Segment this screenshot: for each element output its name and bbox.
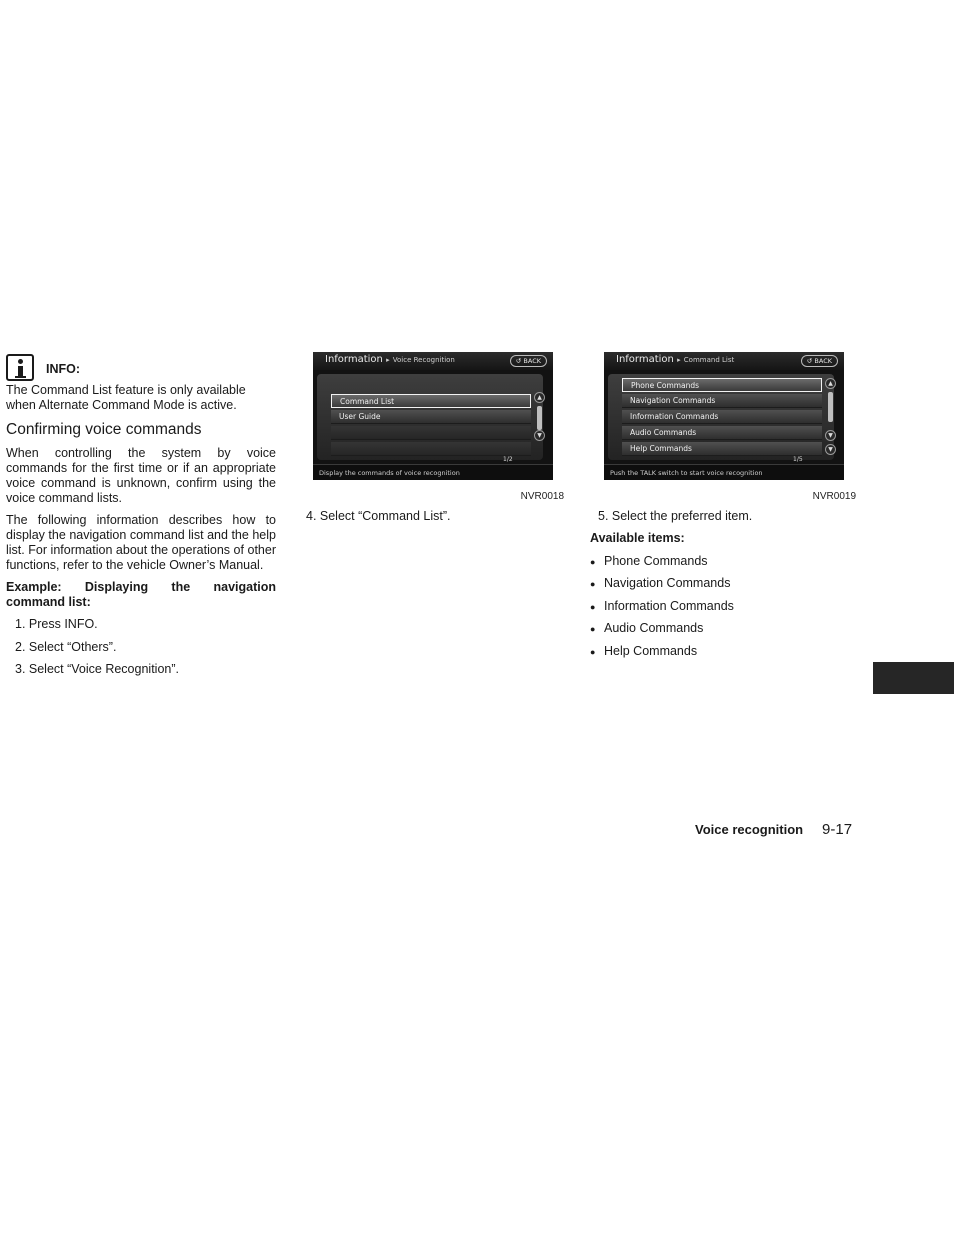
menu-item-information-commands[interactable]: Information Commands [622,410,822,424]
info-text: The Command List feature is only available when Alternate Command Mode is active. [6,383,246,412]
back-button[interactable]: ↺ BACK [801,355,838,367]
back-button[interactable]: ↺ BACK [510,355,547,367]
menu-item-phone-commands[interactable]: Phone Commands [622,378,822,392]
breadcrumb-arrow-icon: ▸ [386,356,390,364]
scroll-up-icon[interactable]: ▲ [825,378,836,389]
step-1: 1. Press INFO. [15,617,98,631]
menu-item-audio-commands[interactable]: Audio Commands [622,426,822,440]
available-items-heading: Available items: [590,531,685,545]
section-heading: Confirming voice commands [6,421,202,438]
scrollbar[interactable] [537,406,542,430]
menu-item-empty [331,442,531,456]
info-icon [6,354,34,381]
scrollbar[interactable] [828,392,833,422]
info-header [6,354,278,382]
status-bar: Display the commands of voice recognition [313,464,553,480]
step-4: 4. Select “Command List”. [306,509,451,523]
figure-caption: NVR0019 [812,491,856,502]
status-bar: Push the TALK switch to start voice recognition [604,464,844,480]
breadcrumb: Voice Recognition [392,356,455,364]
figure-caption: NVR0018 [520,491,564,502]
step-3: 3. Select “Voice Recognition”. [15,662,179,676]
list-item: ● Audio Commands [604,621,703,636]
scroll-end-icon[interactable]: ▼ [825,444,836,455]
description-paragraph: The following information describes how to display the navigation command list and the help list. For information about the operations of other functions, refer to the vehicle Owner’s Manual. [6,513,276,572]
chapter-tab [873,662,954,694]
list-item: ● Information Commands [604,599,734,614]
screen-title: Information ▸ Command List [616,354,735,365]
menu-item-command-list[interactable]: Command List [331,394,531,408]
menu-item-navigation-commands[interactable]: Navigation Commands [622,394,822,408]
screenshot-voice-recognition [313,352,553,480]
step-5: 5. Select the preferred item. [598,509,753,523]
step-2: 2. Select “Others”. [15,640,117,654]
menu-panel [608,374,834,460]
scroll-up-icon[interactable]: ▲ [534,392,545,403]
example-heading: Example: Displaying the navigation command list: [6,580,276,609]
list-item: ● Navigation Commands [604,576,730,591]
scroll-down-icon[interactable]: ▼ [825,430,836,441]
list-item: ● Phone Commands [604,554,708,569]
breadcrumb-arrow-icon: ▸ [677,356,681,364]
page-number: 9-17 [822,821,853,838]
menu-item-help-commands[interactable]: Help Commands [622,442,822,456]
info-label: INFO: [46,362,81,376]
list-item: ● Help Commands [604,644,697,659]
screenshot-command-list [604,352,844,480]
page-indicator: 1/5 [793,456,803,463]
screen-title: Information ▸ Voice Recognition [325,354,455,365]
breadcrumb: Command List [683,356,735,364]
scroll-down-icon[interactable]: ▼ [534,430,545,441]
menu-item-user-guide[interactable]: User Guide [331,410,531,424]
page-footer [695,821,852,839]
menu-panel [317,374,543,460]
footer-section-title: Voice recognition [695,822,804,837]
page-indicator: 1/2 [503,456,513,463]
intro-paragraph: When controlling the system by voice commands for the first time or if an appropriate voice command is unknown, confirm using the voice command lists. [6,446,276,505]
menu-item-empty [331,426,531,440]
